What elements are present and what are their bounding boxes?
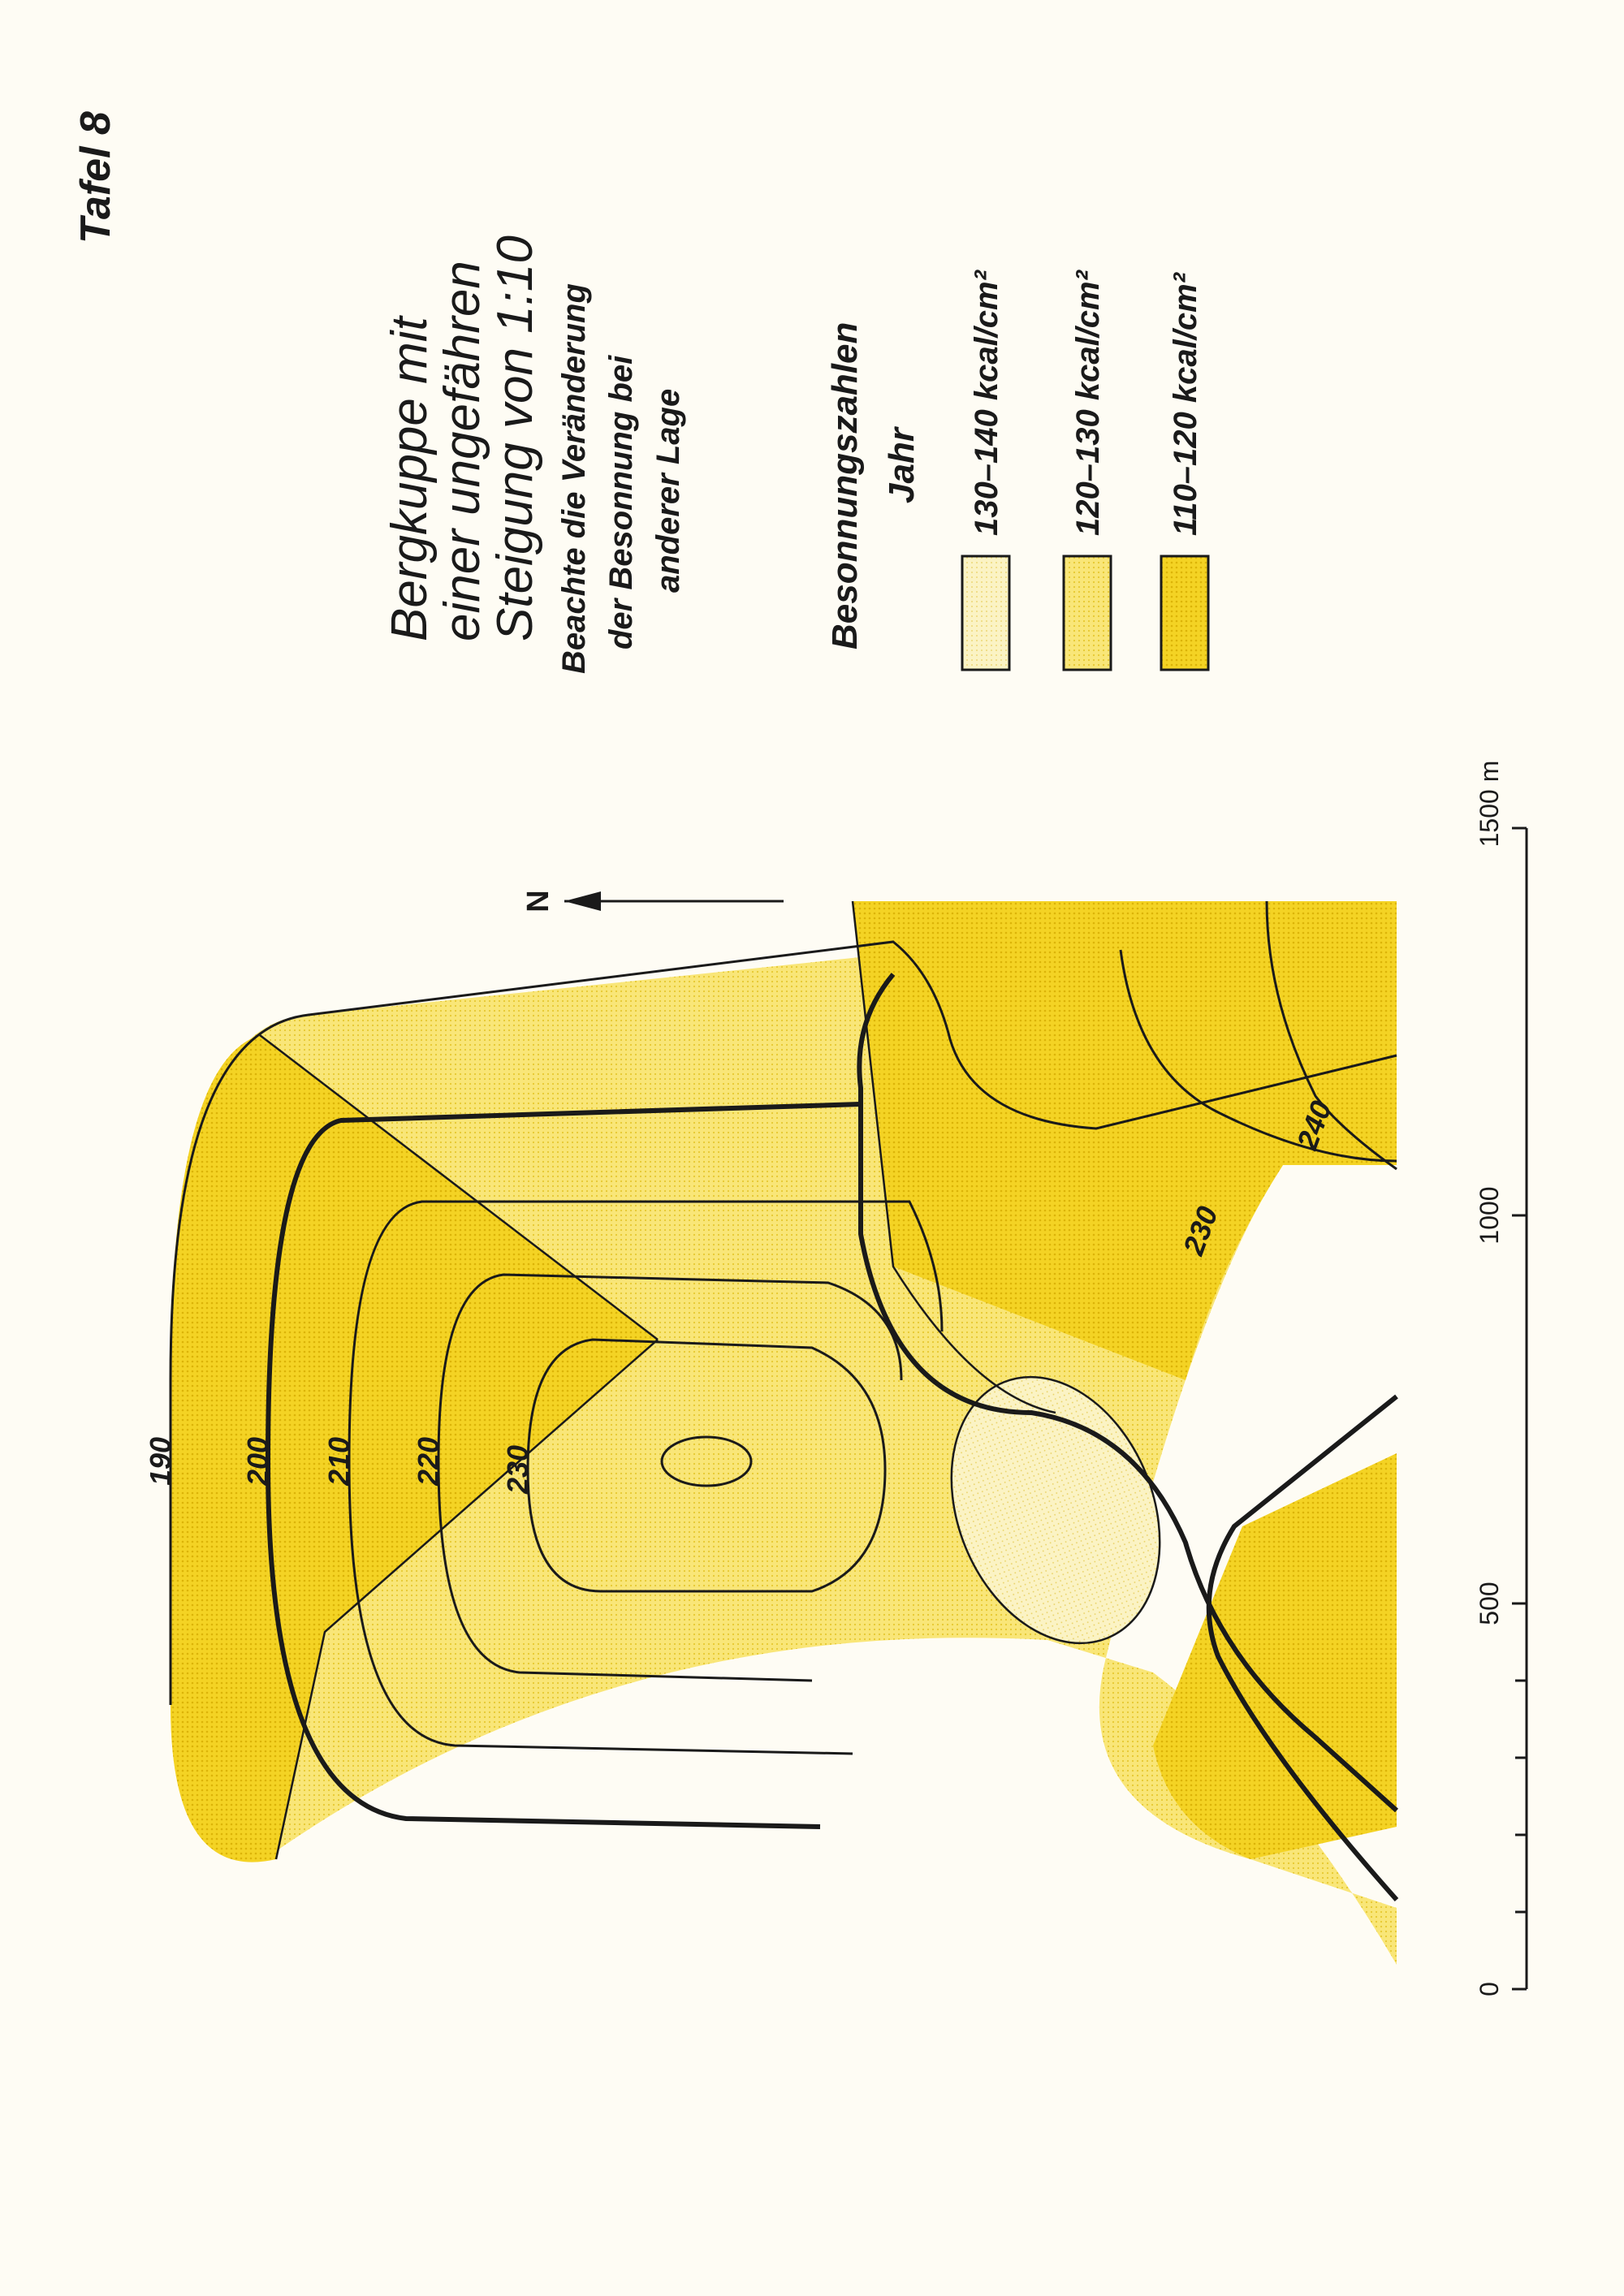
contour-label-220: 220: [412, 1436, 445, 1487]
north-label: N: [521, 890, 555, 913]
scale-label-1000: 1000: [1475, 1186, 1504, 1245]
legend-label-medium: 120–130 kcal/cm²: [1070, 270, 1106, 536]
scale-bar: [1512, 828, 1527, 1989]
scale-label-500: 500: [1475, 1582, 1504, 1625]
legend-label-dark: 110–120 kcal/cm²: [1168, 273, 1203, 536]
contour-label-190: 190: [144, 1436, 177, 1487]
title-line-3: Steigung von 1:10: [487, 235, 543, 641]
scale-label-0: 0: [1475, 1982, 1504, 1996]
legend-swatch-dark: [1161, 556, 1208, 670]
contour-label-210: 210: [322, 1436, 356, 1487]
legend-title-line-2: Jahr: [882, 428, 922, 503]
plate-label: Tafel 8: [72, 111, 119, 244]
note-line-1: Beachte die Veränderung: [556, 283, 592, 674]
legend-label-light: 130–140 kcal/cm²: [969, 270, 1004, 536]
north-arrow: [521, 890, 784, 912]
legend: [825, 269, 1208, 670]
hill-map: [144, 901, 1397, 1965]
zone-dark-southeast: [1153, 1453, 1397, 1859]
contour-label-200: 200: [241, 1436, 274, 1487]
contour-label-230-ne: 230: [1176, 1202, 1224, 1259]
legend-swatch-light: [962, 556, 1009, 670]
title-block: [382, 235, 543, 641]
note-line-2: der Besonnung bei: [603, 355, 639, 650]
note-line-3: anderer Lage: [650, 388, 686, 593]
legend-title-line-1: Besonnungszahlen: [825, 322, 865, 650]
title-line-2: einer ungefähren: [434, 261, 490, 641]
contour-label-240: 240: [1289, 1096, 1338, 1154]
contour-label-230: 230: [501, 1444, 534, 1495]
scale-labels: [1475, 761, 1504, 1996]
legend-swatch-medium: [1064, 556, 1111, 670]
title-line-1-visible: Bergkuppe mit: [382, 317, 438, 641]
scale-label-1500: 1500 m: [1475, 760, 1504, 848]
note-block: [556, 283, 686, 674]
